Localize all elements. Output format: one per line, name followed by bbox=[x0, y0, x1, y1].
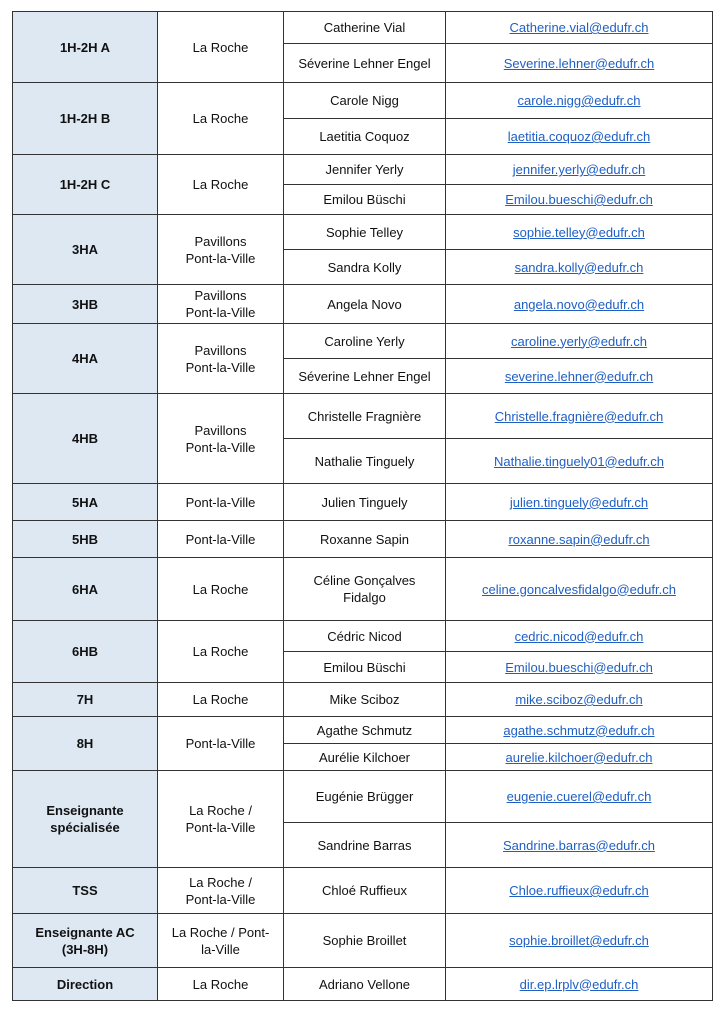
teacher-name-cell: Roxanne Sapin bbox=[284, 521, 446, 558]
teacher-name-cell: Aurélie Kilchoer bbox=[284, 744, 446, 771]
class-cell: 1H-2H B bbox=[13, 83, 158, 155]
site-cell: La Roche bbox=[158, 683, 284, 717]
site-cell: La Roche bbox=[158, 155, 284, 215]
email-link[interactable]: Chloe.ruffieux@edufr.ch bbox=[509, 883, 649, 898]
table-row bbox=[13, 968, 713, 1001]
class-cell: 4HB bbox=[13, 394, 158, 484]
email-link[interactable]: sophie.telley@edufr.ch bbox=[513, 224, 645, 240]
class-cell: 8H bbox=[13, 717, 158, 771]
email-cell bbox=[446, 155, 713, 185]
email-link[interactable]: carole.nigg@edufr.ch bbox=[517, 93, 641, 108]
site-cell: Pont-la-Ville bbox=[158, 484, 284, 521]
table-row bbox=[13, 771, 713, 823]
email-cell bbox=[446, 185, 713, 215]
teacher-name-cell: Séverine Lehner Engel bbox=[284, 44, 446, 83]
email-cell bbox=[446, 484, 713, 521]
email-link[interactable]: agathe.schmutz@edufr.ch bbox=[503, 722, 655, 738]
email-cell bbox=[446, 521, 713, 558]
email-cell bbox=[446, 119, 713, 155]
table-row bbox=[13, 868, 713, 914]
email-link[interactable]: dir.ep.lrplv@edufr.ch bbox=[519, 976, 639, 992]
email-cell bbox=[446, 558, 713, 621]
class-cell: TSS bbox=[13, 868, 158, 914]
site-cell: Pavillons Pont-la-Ville bbox=[158, 324, 284, 394]
table-row bbox=[13, 155, 713, 185]
table-row bbox=[13, 215, 713, 250]
email-cell bbox=[446, 771, 713, 823]
table-row bbox=[13, 83, 713, 119]
table-row bbox=[13, 621, 713, 652]
site-cell: Pavillons Pont-la-Ville bbox=[158, 394, 284, 484]
email-link[interactable]: Emilou.bueschi@edufr.ch bbox=[505, 659, 653, 675]
site-cell: La Roche / Pont-la-Ville bbox=[158, 771, 284, 868]
teacher-name-cell: Angela Novo bbox=[284, 285, 446, 324]
teacher-name-cell: Chloé Ruffieux bbox=[284, 868, 446, 914]
email-cell bbox=[446, 621, 713, 652]
teacher-name-cell: Cédric Nicod bbox=[284, 621, 446, 652]
site-cell: La Roche bbox=[158, 83, 284, 155]
email-link[interactable]: Christelle.fragnière@edufr.ch bbox=[494, 408, 664, 424]
site-cell: Pont-la-Ville bbox=[158, 717, 284, 771]
site-cell: La Roche bbox=[158, 12, 284, 83]
site-cell: La Roche bbox=[158, 558, 284, 621]
teacher-name-cell: Nathalie Tinguely bbox=[284, 439, 446, 484]
email-link[interactable]: celine.goncalvesfidalgo@edufr.ch bbox=[482, 581, 676, 597]
site-cell: Pont-la-Ville bbox=[158, 521, 284, 558]
email-link[interactable]: sophie.broillet@edufr.ch bbox=[509, 933, 649, 948]
class-cell: 6HB bbox=[13, 621, 158, 683]
class-cell: 5HA bbox=[13, 484, 158, 521]
table-row bbox=[13, 683, 713, 717]
teacher-name-cell: Séverine Lehner Engel bbox=[284, 359, 446, 394]
teacher-name-cell: Laetitia Coquoz bbox=[284, 119, 446, 155]
teacher-name-cell: Jennifer Yerly bbox=[284, 155, 446, 185]
email-link[interactable]: Emilou.bueschi@edufr.ch bbox=[505, 192, 653, 207]
site-cell: Pavillons Pont-la-Ville bbox=[158, 285, 284, 324]
class-cell: 4HA bbox=[13, 324, 158, 394]
class-cell: Direction bbox=[13, 968, 158, 1001]
teacher-name-cell: Emilou Büschi bbox=[284, 185, 446, 215]
teacher-name-cell: Sandra Kolly bbox=[284, 250, 446, 285]
teacher-name-cell: Sophie Telley bbox=[284, 215, 446, 250]
email-cell bbox=[446, 717, 713, 744]
class-cell: 7H bbox=[13, 683, 158, 717]
table-row bbox=[13, 285, 713, 324]
table-row bbox=[13, 484, 713, 521]
site-cell: La Roche / Pont- la-Ville bbox=[158, 914, 284, 968]
email-cell bbox=[446, 250, 713, 285]
class-cell: 1H-2H C bbox=[13, 155, 158, 215]
teacher-name-cell: Christelle Fragnière bbox=[284, 394, 446, 439]
teacher-name-cell: Sandrine Barras bbox=[284, 823, 446, 868]
table-row bbox=[13, 12, 713, 44]
email-cell bbox=[446, 359, 713, 394]
site-cell: Pavillons Pont-la-Ville bbox=[158, 215, 284, 285]
email-cell bbox=[446, 12, 713, 44]
table-row bbox=[13, 717, 713, 744]
email-cell bbox=[446, 868, 713, 914]
class-cell: 3HA bbox=[13, 215, 158, 285]
email-link[interactable]: julien.tinguely@edufr.ch bbox=[509, 494, 649, 510]
table-row bbox=[13, 558, 713, 621]
class-cell: 3HB bbox=[13, 285, 158, 324]
email-link[interactable]: sandra.kolly@edufr.ch bbox=[514, 259, 644, 275]
class-cell: 5HB bbox=[13, 521, 158, 558]
table-row bbox=[13, 521, 713, 558]
teacher-name-cell: Carole Nigg bbox=[284, 83, 446, 119]
teacher-name-cell: Mike Sciboz bbox=[284, 683, 446, 717]
email-cell bbox=[446, 683, 713, 717]
staff-contact-table bbox=[12, 11, 713, 1001]
class-cell: Enseignante AC (3H-8H) bbox=[13, 914, 158, 968]
email-cell bbox=[446, 439, 713, 484]
class-cell: 6HA bbox=[13, 558, 158, 621]
teacher-name-cell: Sophie Broillet bbox=[284, 914, 446, 968]
email-link[interactable]: angela.novo@edufr.ch bbox=[513, 296, 645, 312]
email-link[interactable]: caroline.yerly@edufr.ch bbox=[510, 333, 648, 349]
teacher-name-cell: Adriano Vellone bbox=[284, 968, 446, 1001]
site-cell: La Roche bbox=[158, 968, 284, 1001]
email-link[interactable]: Catherine.vial@edufr.ch bbox=[509, 20, 649, 35]
email-link[interactable]: aurelie.kilchoer@edufr.ch bbox=[505, 749, 653, 765]
email-link[interactable]: cedric.nicod@edufr.ch bbox=[514, 628, 644, 644]
email-cell bbox=[446, 324, 713, 359]
table-row bbox=[13, 324, 713, 359]
teacher-name-cell: Agathe Schmutz bbox=[284, 717, 446, 744]
teacher-name-cell: Caroline Yerly bbox=[284, 324, 446, 359]
email-cell bbox=[446, 83, 713, 119]
email-link[interactable]: eugenie.cuerel@edufr.ch bbox=[506, 789, 652, 804]
email-cell bbox=[446, 44, 713, 83]
teacher-name-cell: Catherine Vial bbox=[284, 12, 446, 44]
email-cell bbox=[446, 394, 713, 439]
email-link[interactable]: Severine.lehner@edufr.ch bbox=[503, 55, 655, 71]
email-link[interactable]: laetitia.coquoz@edufr.ch bbox=[507, 129, 651, 144]
email-link[interactable]: mike.sciboz@edufr.ch bbox=[515, 692, 643, 707]
teacher-name-cell: Emilou Büschi bbox=[284, 652, 446, 683]
email-link[interactable]: roxanne.sapin@edufr.ch bbox=[508, 531, 650, 547]
class-cell: 1H-2H A bbox=[13, 12, 158, 83]
teacher-name-cell: Céline Gonçalves Fidalgo bbox=[284, 558, 446, 621]
email-cell bbox=[446, 968, 713, 1001]
email-cell bbox=[446, 285, 713, 324]
email-link[interactable]: jennifer.yerly@edufr.ch bbox=[512, 162, 646, 177]
email-link[interactable]: Nathalie.tinguely01@edufr.ch bbox=[493, 453, 665, 469]
class-cell: Enseignante spécialisée bbox=[13, 771, 158, 868]
email-link[interactable]: Sandrine.barras@edufr.ch bbox=[503, 837, 655, 853]
table-row bbox=[13, 914, 713, 968]
email-cell bbox=[446, 823, 713, 868]
email-cell bbox=[446, 215, 713, 250]
staff-table-body bbox=[13, 12, 713, 1001]
site-cell: La Roche / Pont-la-Ville bbox=[158, 868, 284, 914]
site-cell: La Roche bbox=[158, 621, 284, 683]
email-cell bbox=[446, 744, 713, 771]
teacher-name-cell: Julien Tinguely bbox=[284, 484, 446, 521]
teacher-name-cell: Eugénie Brügger bbox=[284, 771, 446, 823]
email-link[interactable]: severine.lehner@edufr.ch bbox=[504, 368, 654, 384]
email-cell bbox=[446, 652, 713, 683]
email-cell bbox=[446, 914, 713, 968]
table-row bbox=[13, 394, 713, 439]
